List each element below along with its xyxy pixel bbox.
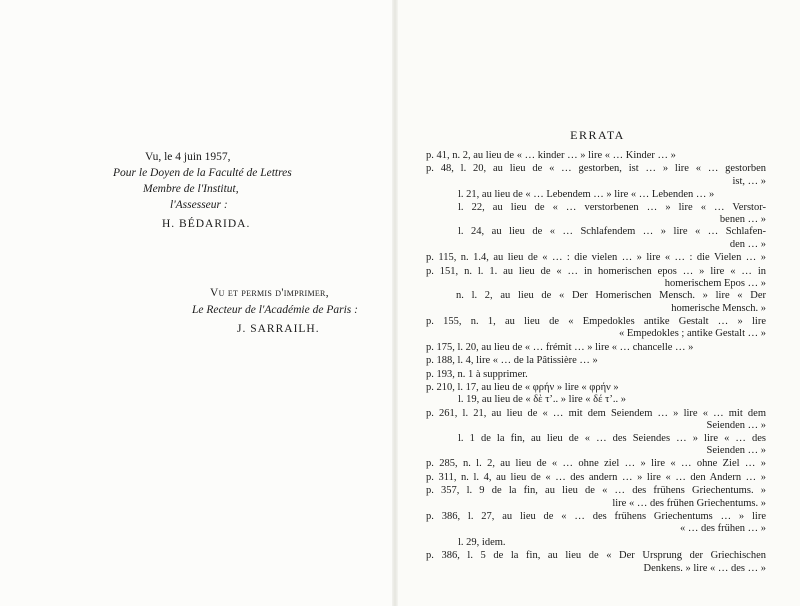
errata-line: ist, … »: [732, 175, 766, 187]
errata-line: homerische Mensch. »: [671, 302, 766, 314]
errata-line: lire « … des frühen Griechentums. »: [612, 497, 766, 509]
errata-line: p. 357, l. 9 de la fin, au lieu de « … des frühens Griechentums. »: [426, 485, 766, 497]
errata-line: Seienden … »: [706, 420, 766, 432]
errata-line: « Empedokles ; antike Gestalt … »: [619, 328, 766, 340]
errata-line: p. 151, n. l. 1. au lieu de « … in homerischen epos … » lire « … in: [426, 265, 766, 277]
doyen-line: Pour le Doyen de la Faculté de Lettres: [113, 167, 292, 179]
errata-line: l. 21, au lieu de « … Lebendem … » lire « … Lebenden … »: [458, 189, 715, 201]
errata-line: l. 1 de la fin, au lieu de « … des Seiendes … » lire « … des: [458, 432, 766, 444]
errata-line: « … des frühen … »: [679, 523, 766, 535]
errata-line: p. 311, n. l. 4, au lieu de « … des andern … » lire « … den Andern … »: [426, 471, 766, 483]
errata-line: p. 41, n. 2, au lieu de « … kinder … » lire « … Kinder … »: [426, 150, 676, 161]
errata-title: ERRATA: [570, 128, 625, 142]
errata-line: p. 175, l. 20, au lieu de « … frémit … » lire « … chancelle … »: [426, 341, 694, 353]
errata-line: den … »: [729, 238, 766, 250]
errata-line: p. 386, l. 27, au lieu de « … des frühens Griechentums … » lire: [426, 510, 766, 522]
errata-line: Seienden … »: [706, 444, 766, 456]
bedarida-signature: H. BÉDARIDA.: [162, 218, 251, 230]
errata-line: l. 29, idem.: [458, 536, 506, 548]
errata-line: n. l. 2, au lieu de « Der Homerischen Mensch. » lire « Der: [456, 290, 766, 302]
errata-line: homerischem Epos … »: [664, 277, 766, 289]
errata-line: p. 115, n. 1.4, au lieu de « … : die vielen … » lire « … : die Vielen … »: [426, 252, 766, 264]
assesseur-line: l'Assesseur :: [170, 199, 228, 211]
errata-line: p. 261, l. 21, au lieu de « … mit dem Seiendem … » lire « … mit dem: [426, 407, 766, 419]
errata-line: p. 155, n. 1, au lieu de « Empedokles antike Gestalt … » lire: [426, 316, 766, 328]
errata-line: l. 22, au lieu de « … verstorbenen … » lire « … Verstor-: [458, 201, 766, 213]
book-gutter: [392, 0, 398, 606]
vu-permis-line: Vu et permis d'imprimer,: [210, 287, 329, 299]
errata-line: p. 193, n. 1 à supprimer.: [426, 368, 528, 380]
errata-line: l. 24, au lieu de « … Schlafendem … » lire « … Schlafen-: [458, 226, 766, 238]
errata-line: p. 210, l. 17, au lieu de « φρήν » lire « φρήν »: [426, 382, 619, 394]
errata-line: p. 386, l. 5 de la fin, au lieu de « Der Ursprung der Griechischen: [426, 550, 766, 562]
errata-line: l. 19, au lieu de « δὲ τ’.. » lire « δέ τ’.. »: [458, 394, 626, 406]
errata-list: [426, 150, 766, 575]
recteur-line: Le Recteur de l'Académie de Paris :: [192, 304, 358, 316]
errata-line: p. 48, l. 20, au lieu de « … gestorben, ist … » lire « … gestorben: [426, 163, 766, 175]
errata-line: benen … »: [719, 213, 766, 225]
vu-date: Vu, le 4 juin 1957,: [145, 151, 231, 163]
errata-line: p. 188, l. 4, lire « … de la Pâtissière … »: [426, 355, 598, 367]
sarrailh-signature: J. SARRAILH.: [237, 323, 320, 335]
errata-line: Denkens. » lire « … des … »: [643, 562, 766, 574]
membre-line: Membre de l'Institut,: [143, 183, 239, 195]
errata-line: p. 285, n. l. 2, au lieu de « … ohne ziel … » lire « … ohne Ziel … »: [426, 458, 766, 470]
